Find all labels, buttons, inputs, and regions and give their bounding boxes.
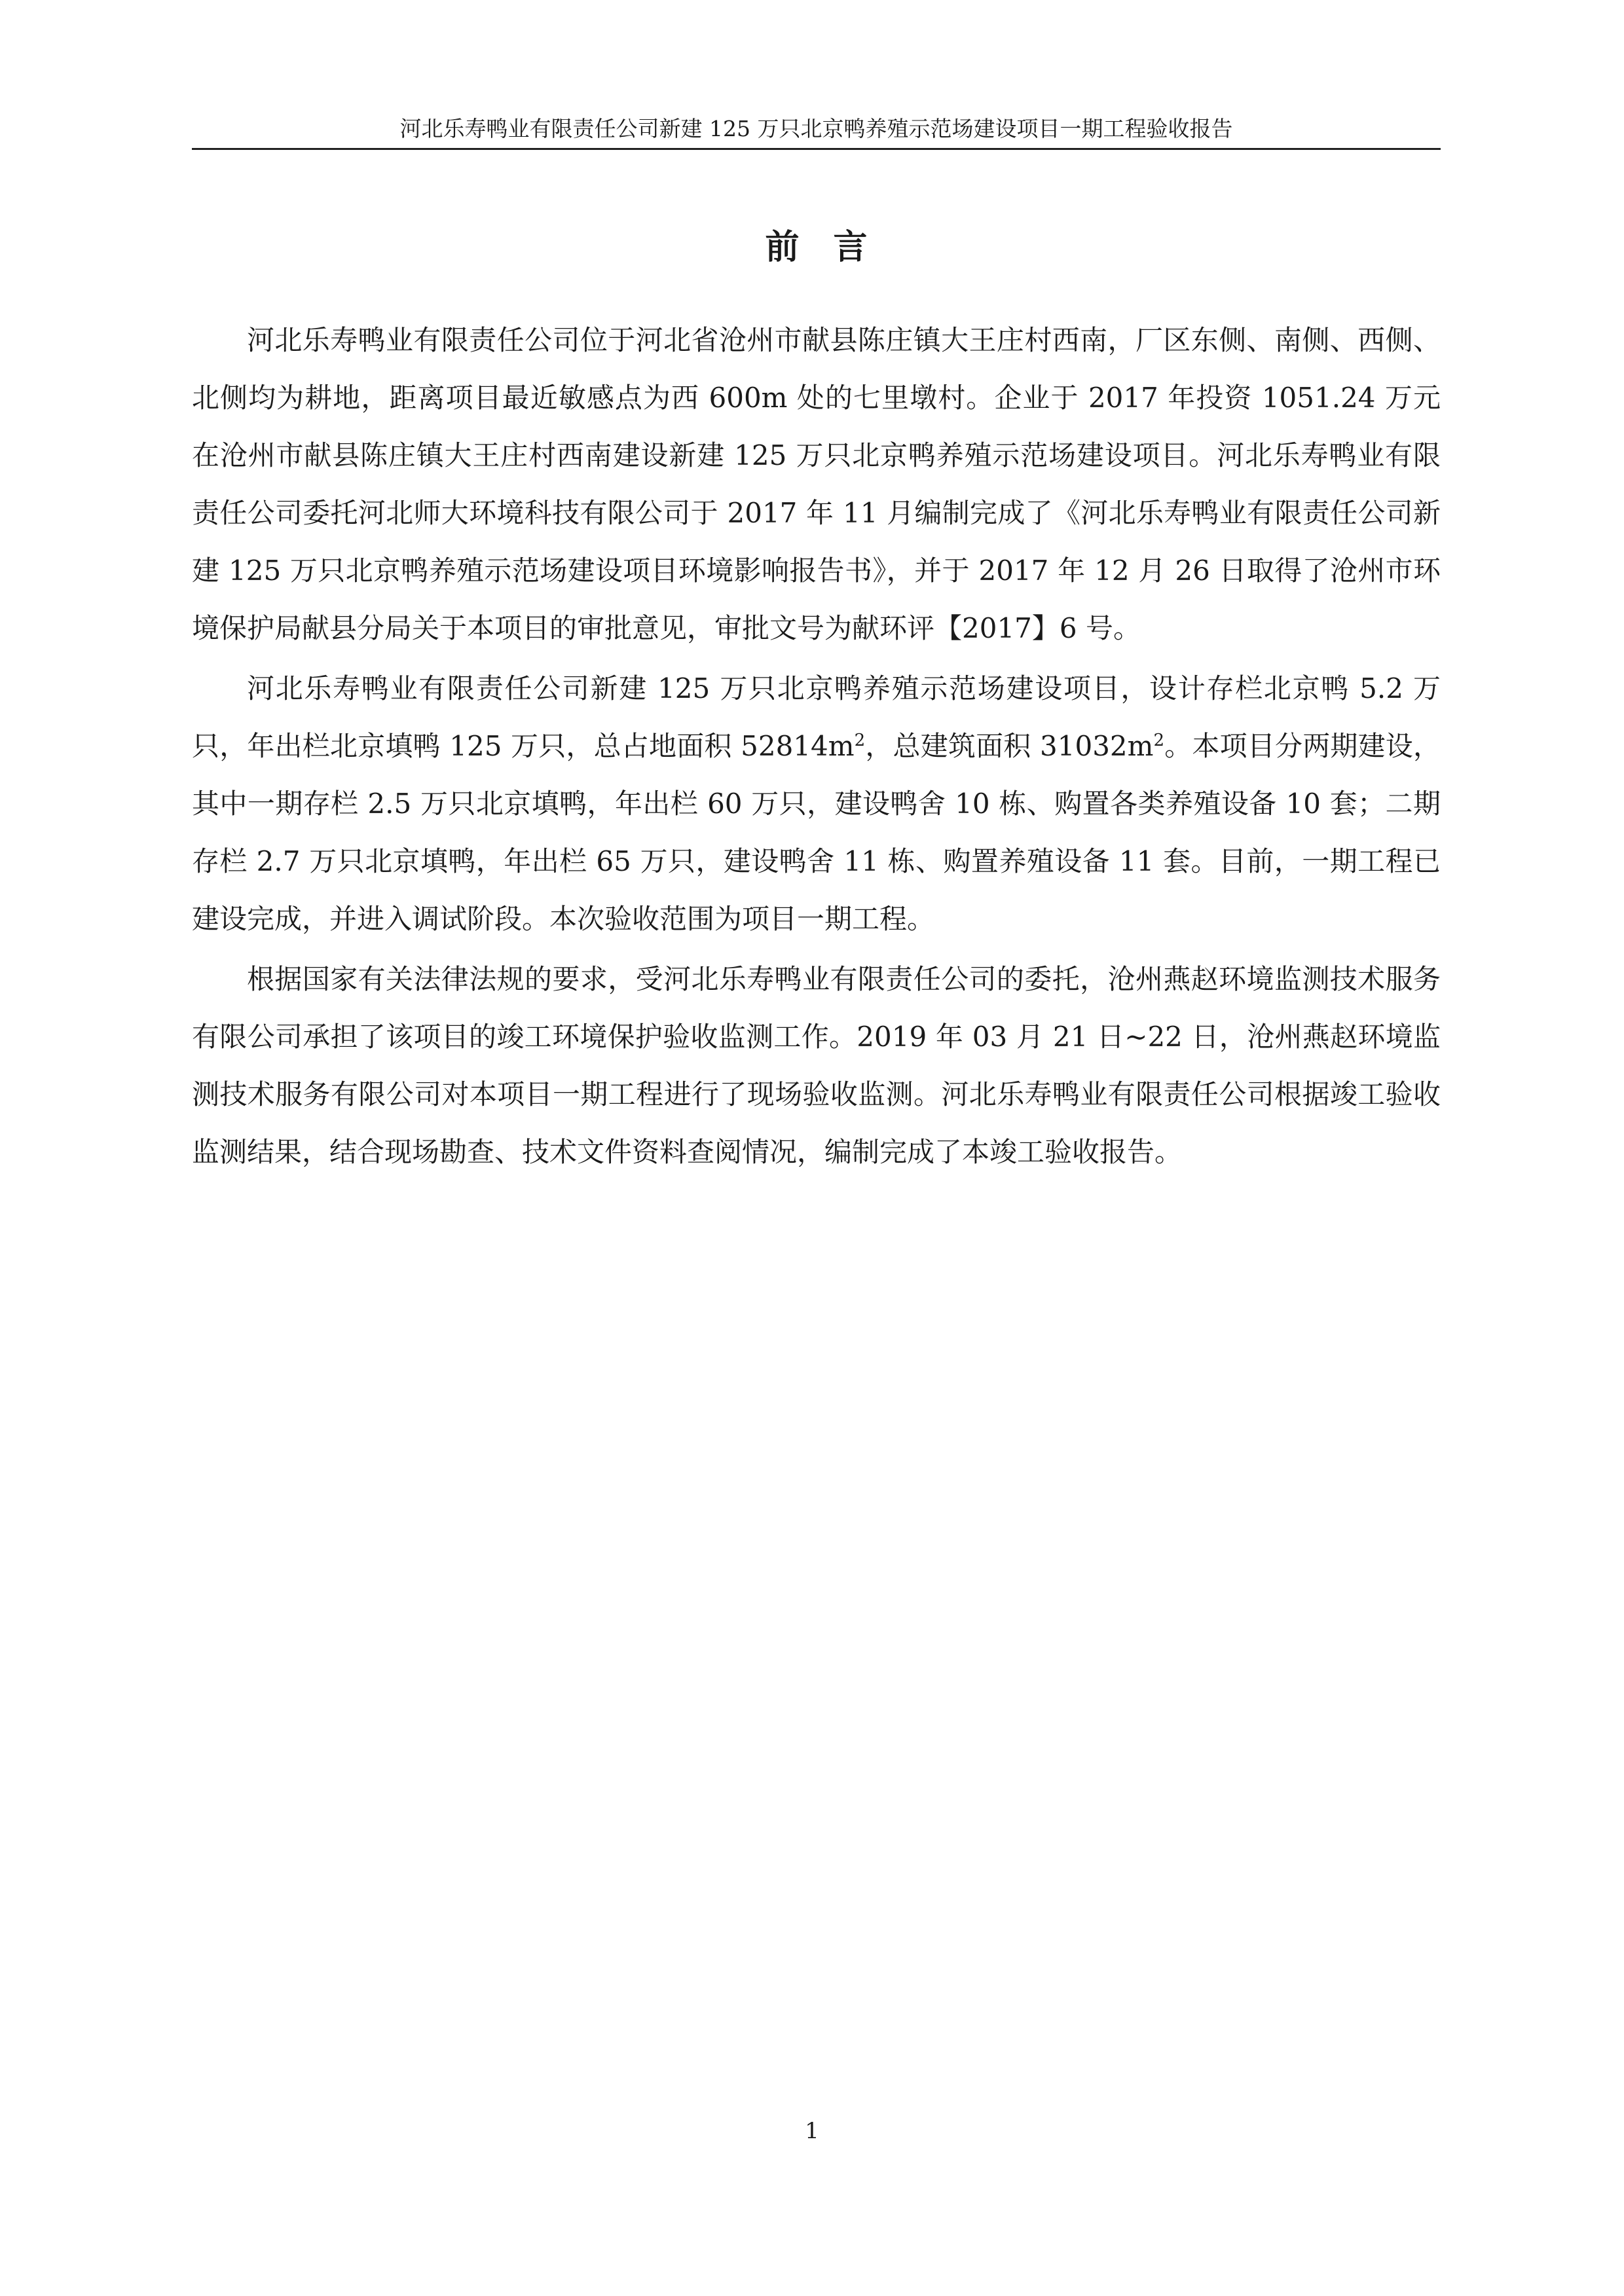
section-title: 前言	[765, 227, 902, 267]
running-header: 河北乐寿鸭业有限责任公司新建 125 万只北京鸭养殖示范场建设项目一期工程验收报告	[399, 116, 1233, 141]
paragraph-project-scale-part-2: ，总建筑面积 31032m	[865, 730, 1154, 762]
document-body	[192, 312, 1441, 1184]
paragraph-acceptance-monitoring: 根据国家有关法律法规的要求，受河北乐寿鸭业有限责任公司的委托，沧州燕赵环境监测技术服务有限公司承担了该项目的竣工环境保护验收监测工作。2019 年 03 月 21 日~22 日，沧州燕赵环境监测技术服务有限公司对本项目一期工程进行了现场验收监测。河北乐寿鸭业有限责任公司根据竣工验收监测结果，结合现场勘查、技术文件资料查阅情况，编制完成了本竣工验收报告。	[192, 963, 1441, 1168]
superscript-square: 2	[854, 731, 866, 750]
paragraph-project-background: 河北乐寿鸭业有限责任公司位于河北省沧州市献县陈庄镇大王庄村西南，厂区东侧、南侧、西侧、北侧均为耕地，距离项目最近敏感点为西 600m 处的七里墩村。企业于 2017 年投资 1051.24 万元在沧州市献县陈庄镇大王庄村西南建设新建 125 万只北京鸭养殖示范场建设项目。河北乐寿鸭业有限责任公司委托河北师大环境科技有限公司于 2017 年 11 月编制完成了《河北乐寿鸭业有限责任公司新建 125 万只北京鸭养殖示范场建设项目环境影响报告书》，并于 2017 年 12 月 26 日取得了沧州市环境保护局献县分局关于本项目的审批意见，审批文号为献环评【2017】6 号。	[192, 324, 1441, 644]
paragraph-project-scale-part-1: 河北乐寿鸭业有限责任公司新建 125 万只北京鸭养殖示范场建设项目，设计存栏北京鸭 5.2 万只，年出栏北京填鸭 125 万只，总占地面积 52814m	[192, 672, 1441, 762]
page-number: 1	[805, 2118, 819, 2144]
header-divider	[192, 148, 1441, 150]
paragraph-project-scale	[192, 660, 1441, 948]
paragraph-project-scale-part-3: 。本项目分两期建设，其中一期存栏 2.5 万只北京填鸭，年出栏 60 万只，建设鸭舍 10 栋、购置各类养殖设备 10 套；二期存栏 2.7 万只北京填鸭，年出栏 65 万只，建设鸭舍 11 栋、购置养殖设备 11 套。目前，一期工程已建设完成，并进入调试阶段。本次验收范围为项目一期工程。	[192, 730, 1441, 935]
superscript-square: 2	[1153, 731, 1165, 750]
